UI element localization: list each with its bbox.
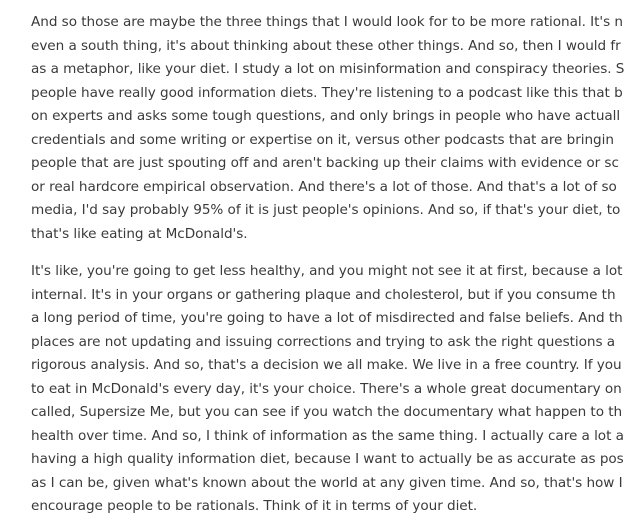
text-line: having a high quality information diet, because I want to actually be as accurate as pos [31,451,624,467]
text-line: credentials and some writing or expertise on it, versus other podcasts that are bringin [31,131,614,148]
text-line: places are not updating and issuing corrections and trying to ask the right questions a [31,333,616,350]
text-line: a long period of time, you're going to have a lot of misdirected and false beliefs. And th [31,310,623,326]
text-line: or real hardcore empirical observation. And there's a lot of those. And that's a lot of so [31,178,617,195]
text-line: media, I'd say probably 95% of it is just people's opinions. And so, if that's your diet, to [31,202,621,218]
text-line: people have really good information diets. They're listening to a podcast like this that b [31,84,623,101]
text-line: health over time. And so, I think of information as the same thing. I actually care a lot a [31,427,624,444]
paragraph-1 [31,11,624,246]
text-line: rigorous analysis. And so, that's a decision we all make. We live in a free country. If you [31,357,622,373]
paragraph-2 [31,260,624,519]
text-line: encourage people to be rationals. Think of it in terms of your diet. [31,498,478,514]
text-line: as a metaphor, like your diet. I study a lot on misinformation and conspiracy theories. S [31,61,624,77]
text-line: internal. It's in your organs or gathering plaque and cholesterol, but if you consume th [31,286,616,303]
text-line: on experts and asks some tough questions, and only brings in people who have actuall [31,108,621,124]
text-line: to eat in McDonald's every day, it's your choice. There's a whole great documentary on [31,380,622,397]
text-line: It's like, you're going to get less healthy, and you might not see it at first, because a lot [31,263,623,279]
transcript-article [31,11,624,519]
text-line: called, Supersize Me, but you can see if you watch the documentary what happen to th [31,404,623,420]
text-line: even a south thing, it's about thinking about these other things. And so, then I would fr [31,37,621,54]
text-line: as I can be, given what's known about the world at any given time. And so, that's how I [31,474,623,491]
text-line: that's like eating at McDonald's. [31,225,248,242]
text-line: people that are just spouting off and aren't backing up their claims with evidence or sc [31,155,619,171]
text-line: And so those are maybe the three things that I would look for to be more rational. It's n [31,14,623,30]
